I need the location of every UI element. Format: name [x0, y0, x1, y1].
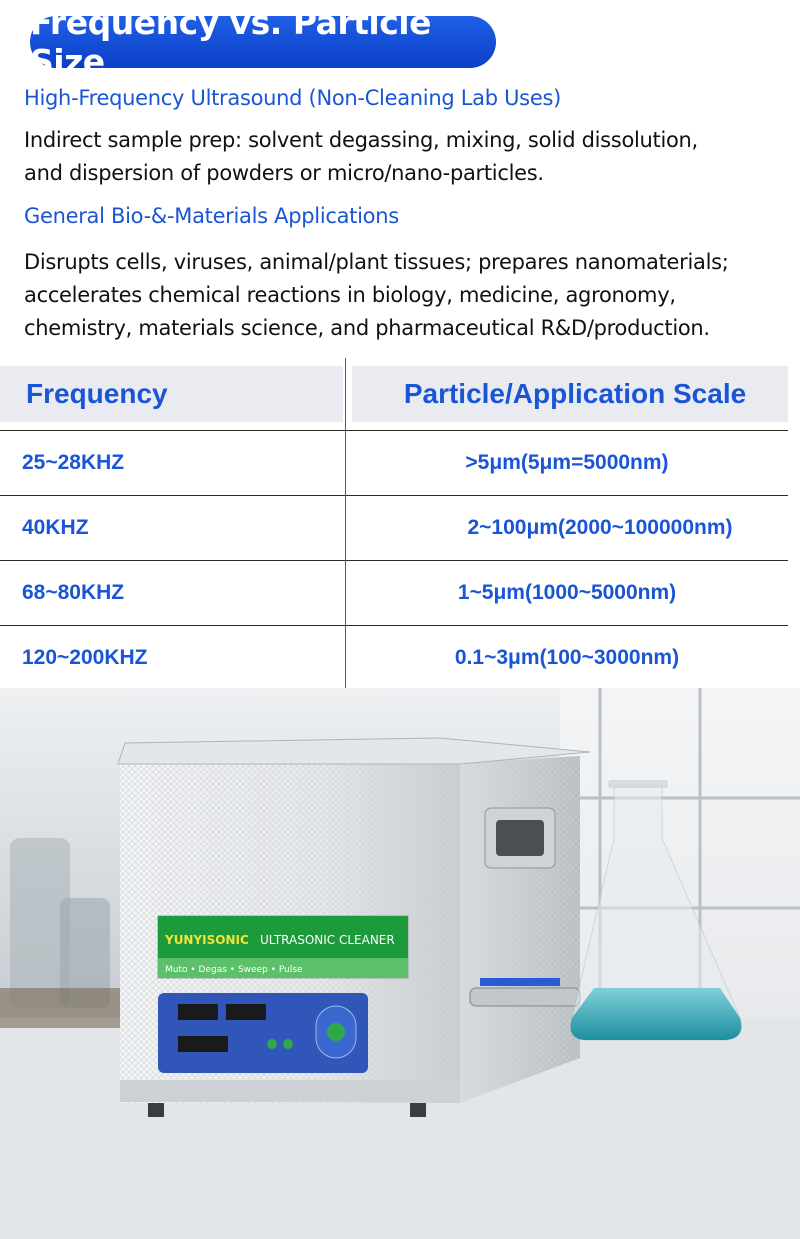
scale-cell: 2~100μm(2000~100000nm) [467, 516, 733, 539]
section-text-bio-materials [24, 246, 729, 345]
table-row [0, 626, 788, 691]
table-header-row [0, 358, 788, 431]
frequency-cell: 40KHZ [22, 516, 89, 539]
features-label: Muto • Degas • Sweep • Pulse [165, 965, 303, 975]
section-heading-bio-materials: General Bio-&-Materials Applications [24, 204, 399, 228]
scale-cell: 1~5μm(1000~5000nm) [457, 581, 677, 604]
text-line: and dispersion of powders or micro/nano-particles. [24, 161, 544, 185]
text-line: accelerates chemical reactions in biology, medicine, agronomy, [24, 283, 676, 307]
product-photo [0, 688, 800, 1239]
text-line: chemistry, materials science, and pharmaceutical R&D/production. [24, 316, 710, 340]
text-line: Indirect sample prep: solvent degassing, mixing, solid dissolution, [24, 128, 698, 152]
frequency-cell: 120~200KHZ [22, 646, 148, 669]
product-name-label: ULTRASONIC CLEANER [260, 933, 395, 947]
table-row [0, 496, 788, 561]
section-heading-high-frequency: High-Frequency Ultrasound (Non-Cleaning Lab Uses) [24, 86, 561, 110]
control-knob-icon [327, 1023, 345, 1041]
text-line: Disrupts cells, viruses, animal/plant tissues; prepares nanomaterials; [24, 250, 729, 274]
scale-cell: 0.1~3μm(100~3000nm) [454, 646, 680, 669]
header-frequency: Frequency [0, 366, 343, 422]
flask-liquid [571, 988, 742, 1040]
table-row [0, 431, 788, 496]
frequency-table [0, 358, 788, 691]
header-particle-scale: Particle/Application Scale [352, 366, 788, 422]
page-title: Frequency vs. Particle Size [30, 16, 496, 68]
frequency-cell: 25~28KHZ [22, 451, 125, 474]
frequency-cell: 68~80KHZ [22, 581, 125, 604]
brand-label: YUNYISONIC [165, 933, 249, 947]
scale-cell: >5μm(5μm=5000nm) [465, 451, 669, 474]
section-text-high-frequency [24, 124, 698, 190]
table-row [0, 561, 788, 626]
